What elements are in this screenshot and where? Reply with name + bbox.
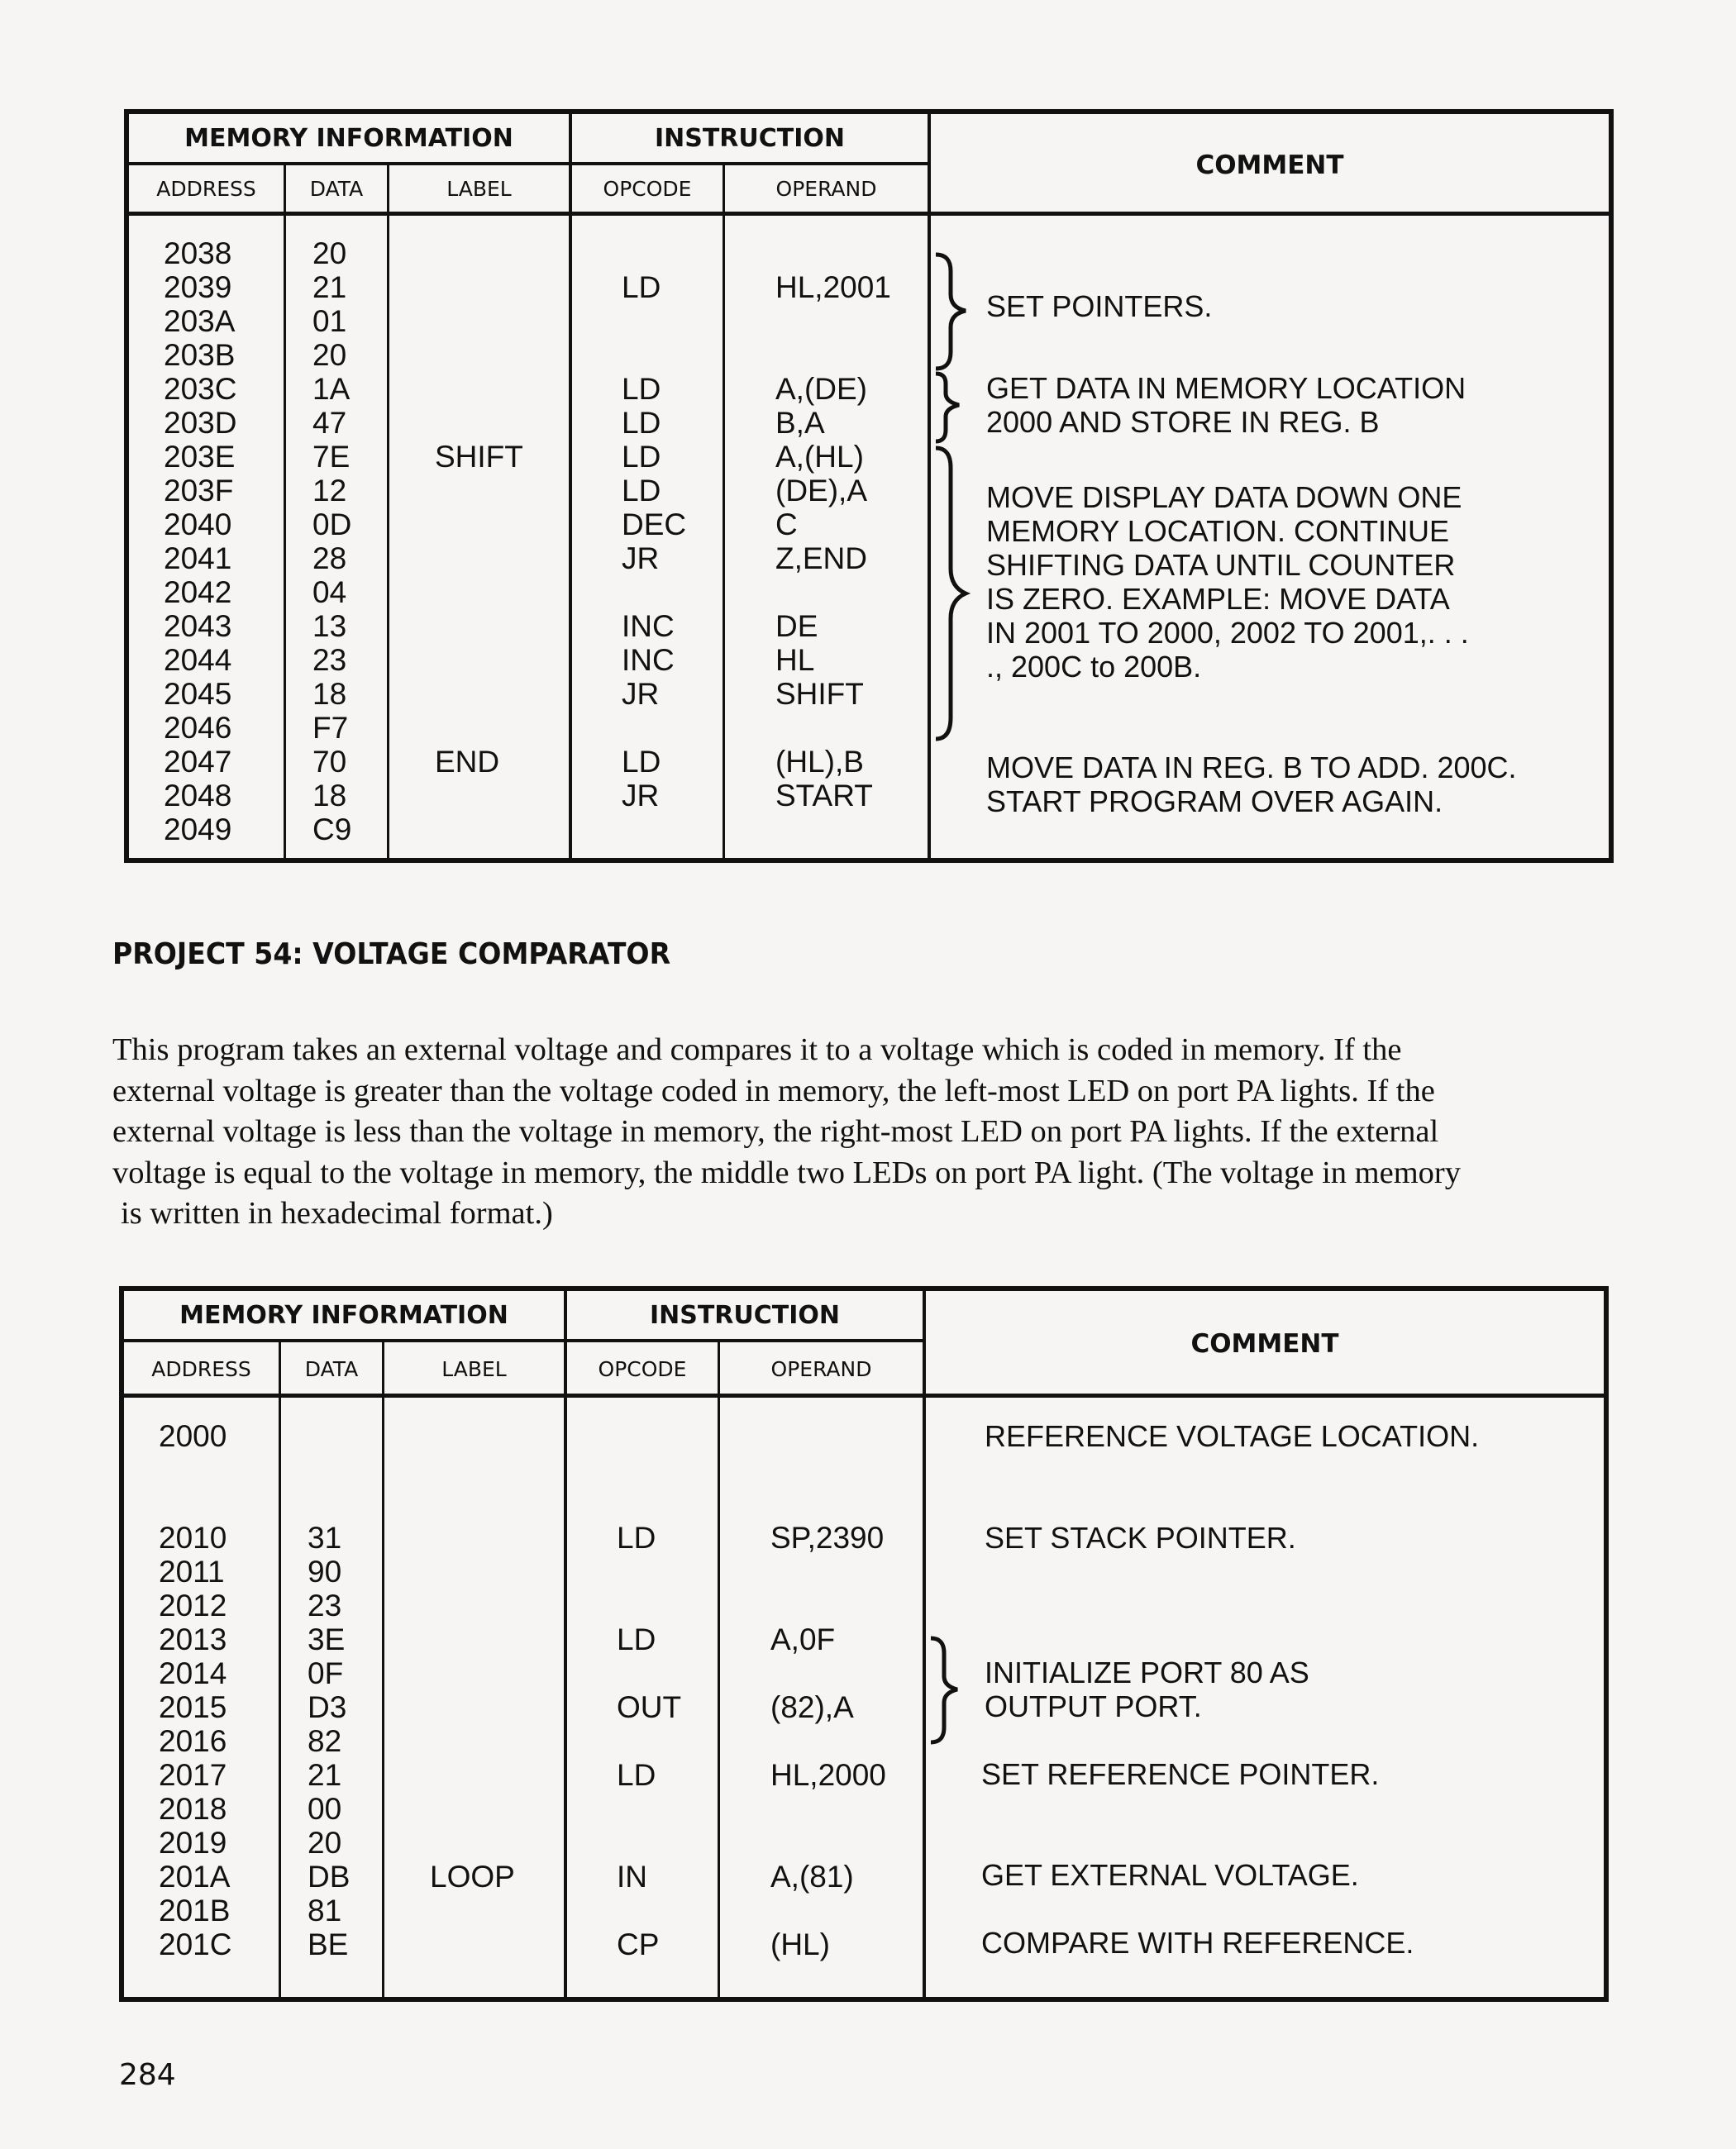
cell-address: 2041 [164,541,232,575]
column-divider [382,1341,384,1997]
cell-address: 2017 [159,1758,227,1792]
cell-opcode: LD [622,745,661,779]
header-comment: COMMENT [1195,150,1344,180]
column-divider [387,164,389,858]
header-bottom-rule [124,1394,1604,1398]
cell-data: 20 [312,236,347,270]
intro-line: external voltage is greater than the voltage coded in memory, the left-most LED on port PA lights. If the [112,1073,1435,1108]
cell-data: 81 [308,1894,342,1927]
cell-data: 04 [312,575,347,609]
cell-opcode: LD [622,474,661,507]
cell-opcode: INC [622,643,675,677]
cell-data: 01 [312,304,347,338]
column-divider [718,1341,720,1997]
cell-operand: (HL),B [775,745,864,779]
cell-data: F7 [312,711,349,745]
comment-move-display-line-1: MOVE DISPLAY DATA DOWN ONE [986,480,1462,514]
cell-operand: (82),A [770,1690,854,1724]
header-address: ADDRESS [151,1357,251,1381]
cell-data: 18 [312,677,347,711]
cell-address: 2042 [164,575,232,609]
header-opcode: OPCODE [598,1357,687,1381]
cell-opcode: LD [617,1521,656,1555]
header-operand: OPERAND [770,1357,872,1381]
cell-operand: HL [775,643,815,677]
cell-opcode: DEC [622,507,687,541]
cell-address: 203B [164,338,236,372]
column-divider [569,114,572,858]
header-data: DATA [309,177,364,201]
cell-data: 1A [312,372,351,406]
comment-move-display-line-2: MEMORY LOCATION. CONTINUE [986,514,1450,548]
cell-address: 2049 [164,812,232,846]
cell-opcode: JR [622,779,660,812]
cell-address: 2040 [164,507,232,541]
cell-data: 21 [308,1758,342,1792]
header-label: LABEL [446,177,512,201]
cell-address: 2039 [164,270,232,304]
program-listing-table-1 [124,109,1614,863]
cell-address: 2013 [159,1622,227,1656]
cell-address: 2018 [159,1792,227,1826]
program-listing-table-2 [119,1286,1609,2002]
cell-opcode: INC [622,609,675,643]
brace-icon [932,445,982,746]
cell-address: 203D [164,406,237,440]
comment-move-display-line-6: ., 200C to 200B. [986,650,1202,684]
cell-data: DB [308,1860,351,1894]
comment-move-display-line-3: SHIFTING DATA UNTIL COUNTER [986,548,1456,582]
header-bottom-rule [129,212,1609,216]
cell-data: 70 [312,745,347,779]
cell-data: 82 [308,1724,342,1758]
cell-opcode: JR [622,677,660,711]
cell-address: 201C [159,1927,232,1961]
cell-opcode: LD [622,440,661,474]
comment-reference-location: REFERENCE VOLTAGE LOCATION. [985,1419,1480,1453]
comment-set-reference: SET REFERENCE POINTER. [981,1757,1380,1791]
header-memory-information: MEMORY INFORMATION [184,124,513,153]
cell-data: 21 [312,270,347,304]
cell-opcode: LD [617,1622,656,1656]
cell-operand: SHIFT [775,677,864,711]
comment-init-port-line-2: OUTPUT PORT. [985,1689,1202,1723]
cell-opcode: CP [617,1927,660,1961]
cell-operand: SP,2390 [770,1521,885,1555]
cell-address: 203F [164,474,234,507]
cell-data: 31 [308,1521,342,1555]
cell-label: LOOP [430,1860,515,1894]
header-opcode: OPCODE [603,177,692,201]
intro-line: This program takes an external voltage and compares it to a voltage which is coded in memory. If the [112,1032,1402,1067]
cell-operand: (HL) [770,1927,830,1961]
header-instruction: INSTRUCTION [649,1301,841,1330]
comment-set-pointers: SET POINTERS. [986,289,1213,323]
cell-address: 2043 [164,609,232,643]
cell-address: 2016 [159,1724,227,1758]
header-comment: COMMENT [1190,1329,1339,1359]
column-divider [928,114,931,858]
cell-address: 2012 [159,1589,227,1622]
cell-label: END [435,745,500,779]
project-title: PROJECT 54: VOLTAGE COMPARATOR [112,937,671,971]
cell-data: 28 [312,541,347,575]
cell-operand: A,(81) [770,1860,854,1894]
comment-compare: COMPARE WITH REFERENCE. [981,1926,1414,1960]
cell-operand: HL,2001 [775,270,891,304]
intro-line: is written in hexadecimal format.) [121,1196,553,1231]
cell-data: 20 [308,1826,342,1860]
cell-operand: A,0F [770,1622,836,1656]
cell-data: 0F [308,1656,344,1690]
comment-start-over: START PROGRAM OVER AGAIN. [986,784,1443,818]
cell-data: D3 [308,1690,347,1724]
comment-move-display-line-5: IN 2001 TO 2000, 2002 TO 2001,. . . [986,616,1469,650]
cell-operand: (DE),A [775,474,867,507]
brace-icon [928,1635,977,1749]
column-divider [723,164,725,858]
brace-icon [932,251,982,375]
cell-address: 2015 [159,1690,227,1724]
cell-address: 2010 [159,1521,227,1555]
comment-set-stack: SET STACK POINTER. [985,1521,1296,1555]
header-data: DATA [304,1357,359,1381]
cell-address: 203C [164,372,237,406]
cell-data: 3E [308,1622,346,1656]
cell-label: SHIFT [435,440,523,474]
cell-data: 47 [312,406,347,440]
cell-operand: B,A [775,406,825,440]
cell-operand: HL,2000 [770,1758,886,1792]
cell-opcode: LD [622,372,661,406]
cell-data: 23 [308,1589,342,1622]
cell-opcode: LD [617,1758,656,1792]
cell-address: 2014 [159,1656,227,1690]
cell-address: 2038 [164,236,232,270]
cell-data: 7E [312,440,351,474]
intro-paragraph [112,1030,1600,1235]
cell-opcode: OUT [617,1690,682,1724]
cell-operand: DE [775,609,818,643]
cell-address: 2045 [164,677,232,711]
cell-address: 201B [159,1894,231,1927]
comment-get-data-line-2: 2000 AND STORE IN REG. B [986,405,1380,439]
cell-address: 203A [164,304,236,338]
cell-data: 23 [312,643,347,677]
cell-address: 2000 [159,1419,227,1453]
brace-icon [932,370,982,446]
cell-address: 2048 [164,779,232,812]
cell-opcode: IN [617,1860,647,1894]
cell-operand: Z,END [775,541,867,575]
comment-get-data-line-1: GET DATA IN MEMORY LOCATION [986,371,1467,405]
header-instruction: INSTRUCTION [654,124,846,153]
cell-address: 203E [164,440,236,474]
column-divider [284,164,286,858]
cell-operand: C [775,507,798,541]
comment-init-port-line-1: INITIALIZE PORT 80 AS [985,1656,1309,1689]
cell-address: 2046 [164,711,232,745]
cell-data: BE [308,1927,349,1961]
cell-data: 12 [312,474,347,507]
intro-line: voltage is equal to the voltage in memory, the middle two LEDs on port PA light. (The voltage in memory [112,1155,1461,1190]
comment-get-external: GET EXTERNAL VOLTAGE. [981,1858,1359,1892]
cell-opcode: LD [622,406,661,440]
header-divider [124,1339,923,1342]
comment-move-display-line-4: IS ZERO. EXAMPLE: MOVE DATA [986,582,1450,616]
page-number: 284 [119,2058,176,2092]
cell-address: 201A [159,1860,231,1894]
intro-line: external voltage is less than the voltage in memory, the right-most LED on port PA lights. If the external [112,1114,1439,1149]
cell-data: 13 [312,609,347,643]
cell-data: 20 [312,338,347,372]
cell-data: 00 [308,1792,342,1826]
header-address: ADDRESS [156,177,256,201]
cell-operand: START [775,779,873,812]
column-divider [279,1341,281,1997]
comment-move-data: MOVE DATA IN REG. B TO ADD. 200C. [986,750,1517,784]
cell-data: 18 [312,779,347,812]
header-divider [129,162,928,165]
cell-address: 2011 [159,1555,225,1589]
cell-operand: A,(HL) [775,440,864,474]
cell-opcode: JR [622,541,660,575]
cell-operand: A,(DE) [775,372,867,406]
header-label: LABEL [441,1357,507,1381]
cell-address: 2044 [164,643,232,677]
cell-data: 90 [308,1555,342,1589]
cell-address: 2019 [159,1826,227,1860]
cell-opcode: LD [622,270,661,304]
header-memory-information: MEMORY INFORMATION [179,1301,508,1330]
cell-data: 0D [312,507,352,541]
cell-data: C9 [312,812,352,846]
cell-address: 2047 [164,745,232,779]
header-operand: OPERAND [775,177,877,201]
